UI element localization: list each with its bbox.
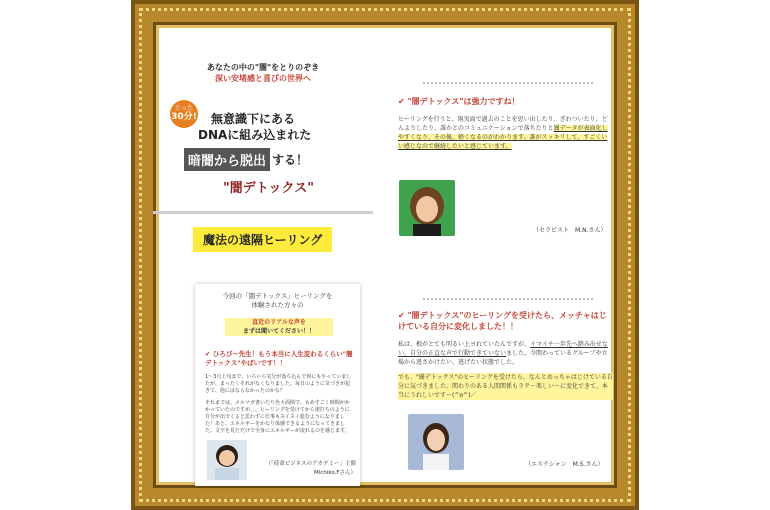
cover-lead-line1: あなたの中の"闇"をとりのぞき (206, 63, 320, 72)
badge-top: たった (174, 105, 193, 112)
dotted-divider-mid (423, 298, 593, 300)
badge-main: 30分! (171, 112, 197, 122)
review3-caption: （エステシャン M.S.さん） (525, 461, 604, 468)
card-intro (195, 292, 360, 310)
review3-body-highlight: でも、"闇デトックス"のヒーリングを受けたら、なんとめっちゃはじけている自分に気づきました。関わりのある人間関係もラク〜楽しい〜に変化できて、本当にうれしいです〜(^o^)／ (398, 374, 613, 399)
headline-line2: DNAに組み込まれた (198, 128, 312, 142)
card-body2: それまでは、メルマガ書いたり色々面倒で、もめすごく時間がかかっていたのですが、、、ヒーリングを受けてから速打ちのように自分が出でくると思わずに仕事もスイスイ進むようになりました！あと、エネルギーをかなり体感できるようになってきました。文字を見ただけで全身にエネルギーが流れるのを感じます。 (205, 400, 350, 434)
review2-body (398, 115, 613, 151)
cover-lead-line2: 深い安堵感と喜びの世界へ (215, 74, 311, 83)
review3-body1 (398, 340, 613, 367)
headline-line1: 無意識下にある (211, 112, 296, 126)
headline-dark-text: 暗闇から脱出 (184, 148, 270, 171)
review2-body-highlight: 闇データが表面化しやすくなり、その後、軽くなるのがわかります。誰がスッキリして、すごくいい感じなので継続したいと感じています。 (398, 125, 608, 150)
review3-head: ✔ "闇デトックス"のヒーリングを受けたら、メッチャはじけている自分に変化しました！！ (398, 311, 607, 331)
headline-line3 (184, 148, 308, 171)
testimonial-3 (398, 298, 613, 400)
reviewer-photo-2 (399, 180, 455, 236)
review2-caption: （セラピスト M.N.さん） (533, 227, 607, 234)
cover-lead (170, 62, 356, 84)
card-review-head: ✔ ひろぴ〜先生！もう本当に人生変わるくらい"闇デトックス"やばいです！！ (205, 350, 353, 367)
testimonial-2 (398, 82, 613, 151)
card-body1: 1〜3月上旬まで、いろいろ気分が落ち込んで何にもやっていましたが、まったくそれがなくなりました。毎日のように気づきが起きて、他にはならなかったのかな？ (205, 374, 352, 394)
reviewer-photo-1 (207, 440, 247, 480)
card-intro-line2: 体験された方々の (251, 301, 304, 309)
card-caption: （「使命ビジネスのアカデミー」主催 Michiko.Fさん） (265, 461, 362, 476)
reviewer-photo-3 (408, 414, 464, 470)
card-intro-line1: 今回の「闇デトックス」ヒーリングを (222, 292, 333, 300)
section-title: 魔法の遠隔ヒーリング (193, 227, 332, 252)
card-yellow-line2: まずは聞いてください！！ (225, 327, 333, 336)
divider (153, 211, 373, 214)
review3-body-underline: イマイチ一歩先へ踏み出せない、自分の正直な声で行動できていない (398, 341, 608, 357)
product-title: "闇デトックス" (223, 181, 315, 196)
dotted-divider-top (423, 82, 593, 84)
testimonial-card-1 (195, 284, 360, 486)
review2-body-plain: ヒーリングを行うと、現実面で過去のことを思い出したり、ざわついたり、どんよりしたり、誰かとのコミュニケーションで落ちたりと (398, 116, 608, 132)
gold-picture-frame (131, 0, 639, 510)
review3-body-plain1: 私は、根がとても明るい上ヨれていたんですが、 (398, 341, 531, 348)
headline-rest-text: する！ (272, 153, 309, 167)
card-yellow-line1: 直近のリアルな声を (225, 318, 333, 327)
card-yellow-callout (225, 318, 333, 336)
duration-badge (170, 100, 198, 128)
review3-body-plain2: ました。今関わっているグループや立場から逃さかけたい、逃げたい状態でした。 (398, 350, 608, 366)
review2-head: ✔ "闇デトックス"は強力ですね！ (398, 97, 520, 106)
